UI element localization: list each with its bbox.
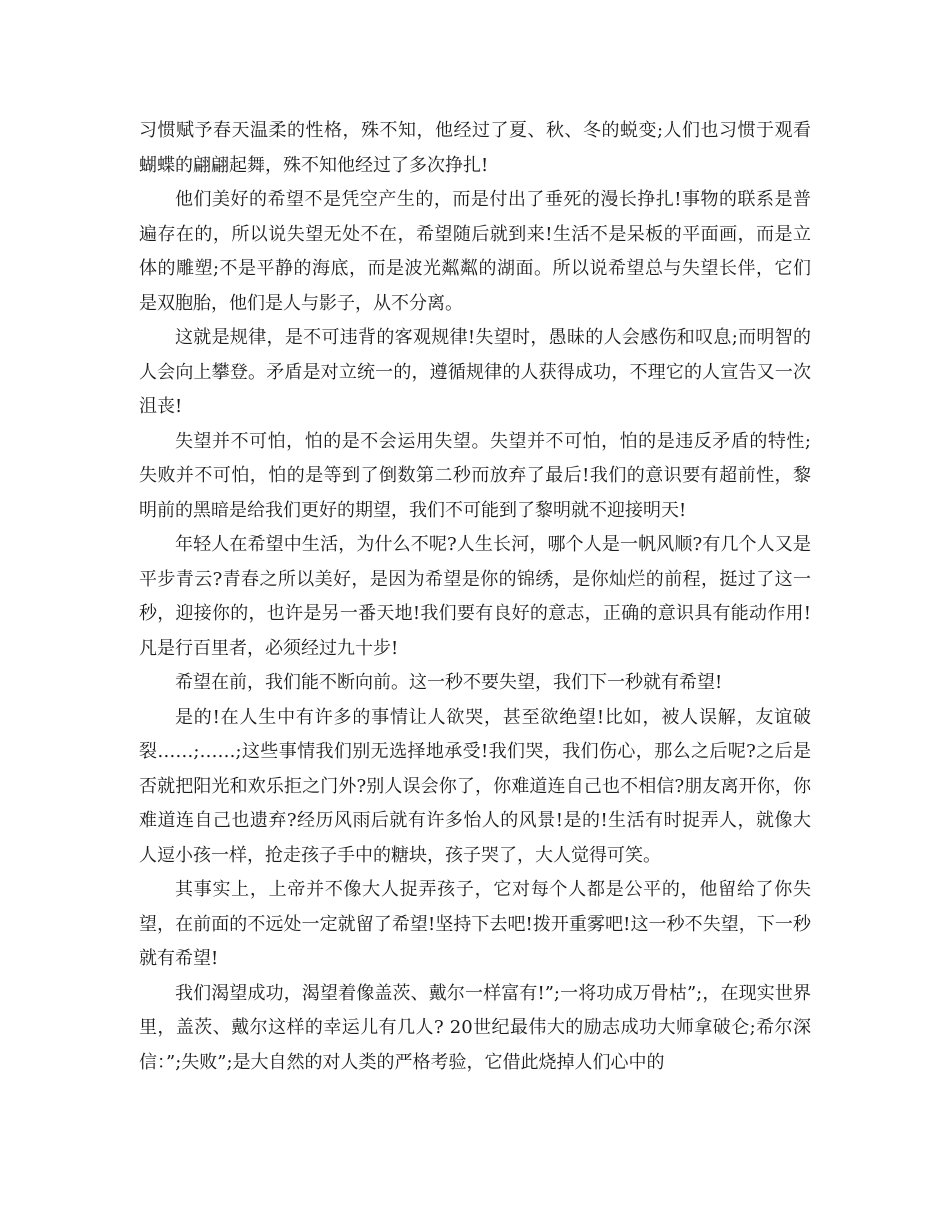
paragraph-2: 他们美好的希望不是凭空产生的，而是付出了垂死的漫长挣扎!事物的联系是普遍存在的，所以说失望无处不在，希望随后就到来!生活不是呆板的平面画，而是立体的雕塑;不是平静的海底，而是波光粼粼的湖面。所以说希望总与失望长伴，它们是双胞胎，他们是人与影子，从不分离。 — [139, 189, 811, 314]
paragraph-6: 希望在前，我们能不断向前。这一秒不要失望，我们下一秒就有希望! — [175, 672, 723, 693]
paragraph-1: 习惯赋予春天温柔的性格，殊不知，他经过了夏、秋、冬的蜕变;人们也习惯于观看蝴蝶的翩翩起舞，殊不知他经过了多次挣扎! — [139, 120, 811, 176]
paragraph-9: 我们渴望成功，渴望着像盖茨、戴尔一样富有!”;一将功成万骨枯”;，在现实世界里，盖茨、戴尔这样的幸运儿有几人? 20世纪最伟大的励志成功大师拿破仑;希尔深信：”;失败”;是大自然的对人类的严格考验，它借此烧掉人们心中的 — [139, 982, 811, 1073]
paragraph-3: 这就是规律，是不可违背的客观规律!失望时，愚昧的人会感伤和叹息;而明智的人会向上攀登。矛盾是对立统一的，遵循规律的人获得成功，不理它的人宣告又一次沮丧! — [139, 327, 811, 417]
paragraph-5: 年轻人在希望中生活，为什么不呢?人生长河，哪个人是一帆风顺?有几个人又是平步青云?青春之所以美好，是因为希望是你的锦绣，是你灿烂的前程，挺过了这一秒，迎接你的，也许是另一番天地!我们要有良好的意志，正确的意识具有能动作用!凡是行百里者，必须经过九十步! — [139, 534, 811, 659]
paragraph-7: 是的!在人生中有许多的事情让人欲哭，甚至欲绝望!比如，被人误解，友谊破裂……;……;这些事情我们别无选择地承受!我们哭，我们伤心，那么之后呢?之后是否就把阳光和欢乐拒之门外?别人误会你了，你难道连自己也不相信?朋友离开你，你难道连自己也遗弃?经历风雨后就有许多怡人的风景!是的!生活有时捉弄人，就像大人逗小孩一样，抢走孩子手中的糖块，孩子哭了，大人觉得可笑。 — [139, 706, 811, 866]
paragraph-4: 失望并不可怕，怕的是不会运用失望。失望并不可怕，怕的是违反矛盾的特性;失败并不可怕，怕的是等到了倒数第二秒而放弃了最后!我们的意识要有超前性，黎明前的黑暗是给我们更好的期望，我们不可能到了黎明就不迎接明天! — [139, 430, 811, 521]
paragraph-8: 其事实上，上帝并不像大人捉弄孩子，它对每个人都是公平的，他留给了你失望，在前面的不远处一定就留了希望!坚持下去吧!拨开重雾吧!这一秒不失望，下一秒就有希望! — [139, 879, 811, 969]
document-body — [139, 114, 811, 1080]
